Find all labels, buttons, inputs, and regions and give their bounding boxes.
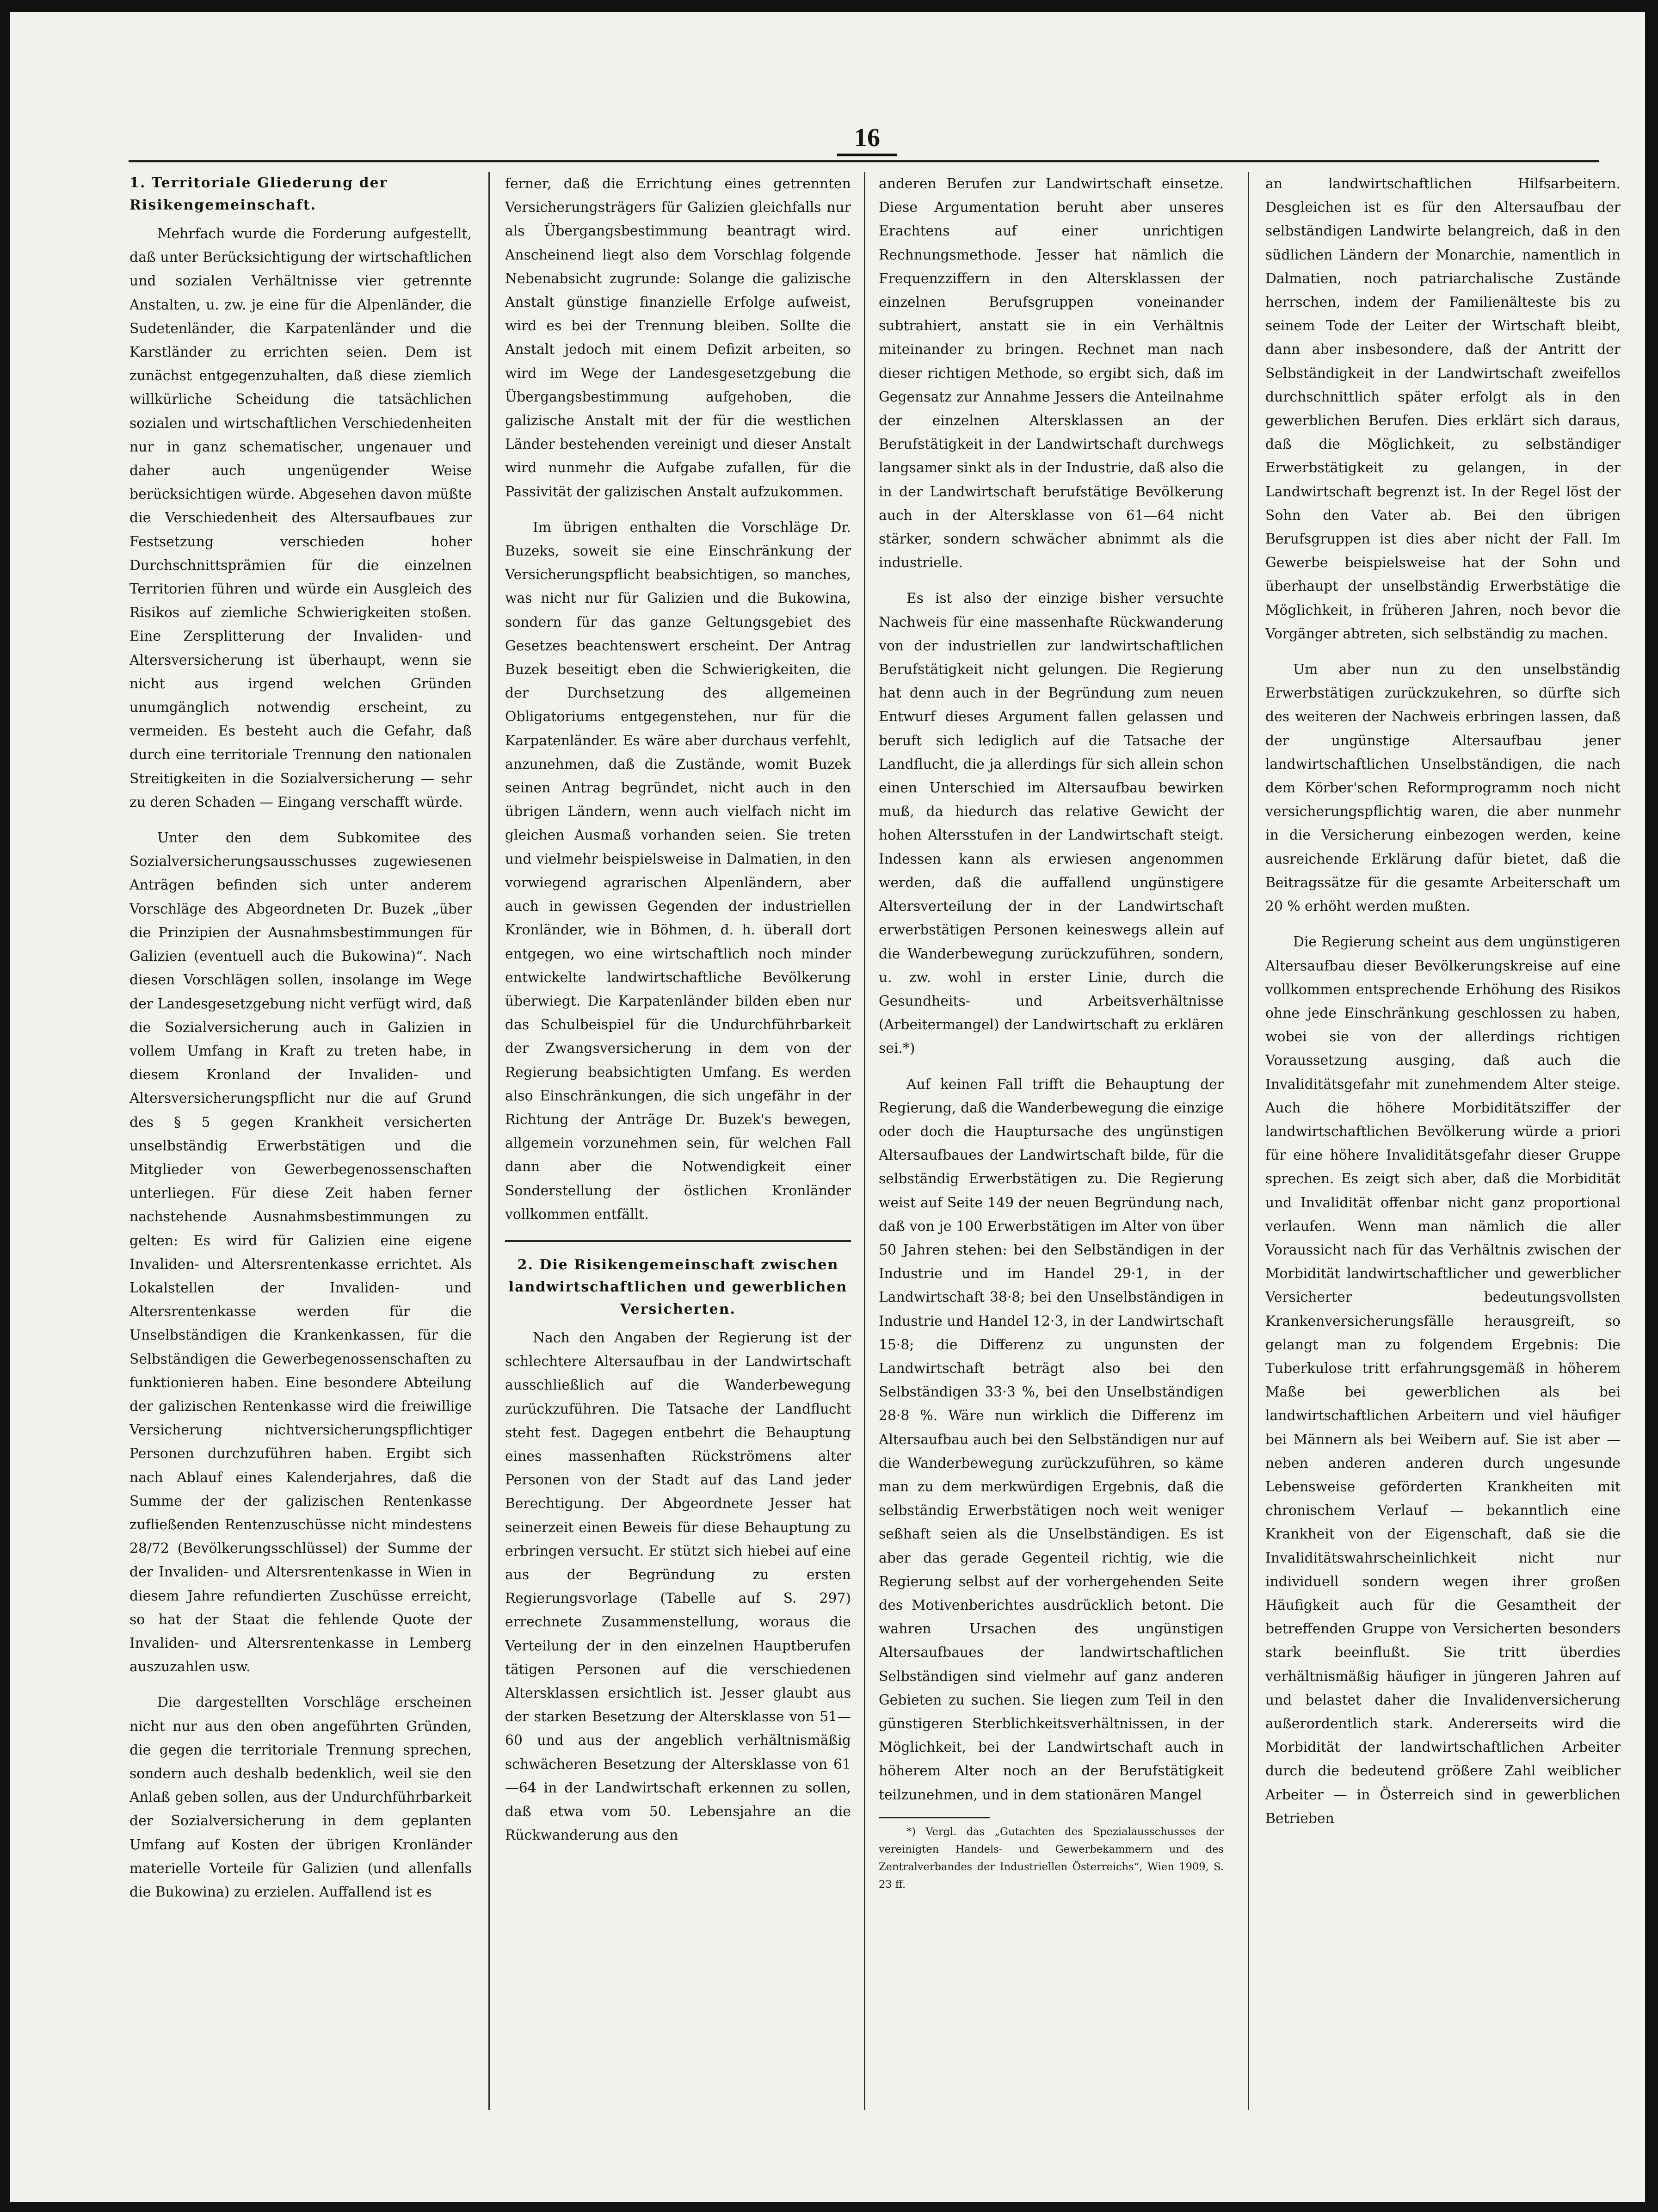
text-column-4 <box>1265 172 1621 2110</box>
scan-border-left <box>0 0 10 2212</box>
column-divider <box>1248 172 1249 2110</box>
paragraph: Mehrfach wurde die Forderung aufgestellt, daß unter Berücksichtigung der wirtschaftlichen und sozialen Verhältnisse vier getrennte Anstalten, u. zw. je eine für die Alpenländer, die Sudetenländer, die Karpatenländer und die Karstländer zu errichten seien. Dem ist zunächst entgegenzuhalten, daß diese ziemlich willkürliche Scheidung die tatsächlichen sozialen und wirtschaftlichen Verschiedenheiten nur in ganz schematischer, ungenauer und daher auch ungenügender Weise berücksichtigen würde. Abgesehen davon müßte die Verschiedenheit des Altersaufbaues zur Festsetzung verschieden hoher Durchschnittsprämien für die einzelnen Territorien führen und würde ein Ausgleich des Risikos auf ziemliche Schwierigkeiten stoßen. Eine Zersplitterung der Invaliden- und Altersversicherung ist überhaupt, wenn sie nicht aus irgend welchen Gründen unumgänglich notwendig erscheint, zu vermeiden. Es besteht auch die Gefahr, daß durch eine territoriale Trennung den nationalen Streitigkeiten in die Sozialversicherung — sehr zu deren Schaden — Eingang verschafft würde. <box>129 226 472 810</box>
page-number: 16 <box>837 125 897 156</box>
paragraph: anderen Berufen zur Landwirtschaft einsetze. Diese Argumentation beruht aber unseres Erachtens auf einer unrichtigen Rechnungsmethode. Jesser hat nämlich die Frequenzziffern in den Altersklassen der einzelnen Berufsgruppen voneinander subtrahiert, anstatt sie in ein Verhältnis miteinander zu bringen. Rechnet man nach dieser richtigen Methode, so ergibt sich, daß im Gegensatz zur Annahme Jessers die Anteilnahme der einzelnen Altersklassen an der Berufstätigkeit in der Landwirtschaft durchwegs langsamer sinkt als in der Industrie, daß also die in der Landwirtschaft berufstätige Bevölkerung auch in der Altersklasse von 61—64 nicht stärker, sondern schwächer abnimmt als die industrielle. <box>879 176 1224 571</box>
section-heading: 1. Territoriale Gliederung der Risikengemeinschaft. <box>129 175 388 213</box>
scan-border-top <box>0 0 1658 12</box>
text-column-3 <box>879 172 1224 2110</box>
text-column-1 <box>129 172 472 2110</box>
text-column-2 <box>505 172 851 2110</box>
scan-border-bottom <box>0 2202 1658 2212</box>
footnote-rule <box>879 1817 990 1818</box>
paragraph: Unter den dem Subkomitee des Sozialversicherungsausschusses zugewiesenen Anträgen befinden sich unter anderem Vorschläge des Abgeordneten Dr. Buzek „über die Prinzipien der Ausnahmsbestimmungen für Galizien (eventuell auch die Bukowina)“. Nach diesen Vorschlägen sollen, insolange im Wege der Landesgesetzgebung nicht verfügt wird, daß die Sozialversicherung auch in Galizien in vollem Umfang in Kraft zu treten habe, in diesem Kronland der Invaliden- und Altersversicherungspflicht nur die auf Grund des § 5 gegen Krankheit versicherten unselbständig Erwerbstätigen und die Mitglieder von Gewerbegenossenschaften unterliegen. Für diese Zeit haben ferner nachstehende Ausnahmsbestimmungen zu gelten: Es wird für Galizien eine eigene Invaliden- und Altersrentenkasse errichtet. Als Lokalstellen der Invaliden- und Altersrentenkasse werden für die Unselbständigen die Krankenkassen, für die Selbständigen die Gewerbegenossenschaften zu funktionieren haben. Eine besondere Abteilung der galizischen Rentenkasse wird die freiwillige Versicherung nichtversicherungspflichtiger Personen durchzuführen haben. Ergibt sich nach Ablauf eines Kalenderjahres, daß die Summe der der galizischen Rentenkasse zufließenden Rentenzuschüsse nicht mindestens 28/72 (Bevölkerungsschlüssel) der Summe der der Invaliden- und Altersrentenkasse in Wien in diesem Jahre refundierten Zuschüsse erreicht, so hat der Staat die fehlende Quote der Invaliden- und Altersrentenkasse in Lemberg auszuzahlen usw. <box>129 830 472 1675</box>
section-separator <box>505 1240 851 1242</box>
paragraph: ferner, daß die Errichtung eines getrennten Versicherungsträgers für Galizien gleichfalls nur als Übergangsbestimmung beantragt wird. Anscheinend liegt also dem Vorschlag folgende Nebenabsicht zugrunde: Solange die galizische Anstalt günstige finanzielle Erfolge aufweist, wird es bei der Trennung bleiben. Sollte die Anstalt jedoch mit einem Defizit arbeiten, so wird im Wege der Landesgesetzgebung die Übergangsbestimmung aufgehoben, die galizische Anstalt mit der für die westlichen Länder bestehenden vereinigt und dieser Anstalt wird nunmehr die Aufgabe zufallen, für die Passivität der galizischen Anstalt aufzukommen. <box>505 176 851 500</box>
paragraph: Nach den Angaben der Regierung ist der schlechtere Altersaufbau in der Landwirtschaft ausschließlich auf die Wanderbewegung zurückzuführen. Die Tatsache der Landflucht steht fest. Dagegen entbehrt die Behauptung eines massenhaften Rückströmens alter Personen von der Stadt auf das Land jeder Berechtigung. Der Abgeordnete Jesser hat seinerzeit einen Beweis für diese Behauptung zu erbringen versucht. Er stützt sich hiebei auf eine aus der Begründung zu ersten Regierungsvorlage (Tabelle auf S. 297) errechnete Zusammenstellung, woraus die Verteilung der in den einzelnen Hauptberufen tätigen Personen auf die verschiedenen Altersklassen ersichtlich ist. Jesser glaubt aus der starken Besetzung der Altersklasse von 51—60 und aus der angeblich verhältnismäßig schwächeren Besetzung der Altersklasse von 61—64 in der Landwirtschaft erkennen zu sollen, daß etwa vom 50. Lebensjahre an die Rückwanderung aus den <box>505 1329 851 1844</box>
header-rule <box>129 160 1599 162</box>
paragraph: Auf keinen Fall trifft die Behauptung der Regierung, daß die Wanderbewegung die einzige oder doch die Hauptursache des ungünstigen Altersaufbaues der Landwirtschaft bilde, für die selbständig Erwerbstätigen zu. Die Regierung weist auf Seite 149 der neuen Begründung nach, daß von je 100 Erwerbstätigen im Alter von über 50 Jahren stehen: bei den Selbständigen in der Industrie und im Handel 29·1, in der Landwirtschaft 38·8; bei den Unselbständigen in Industrie und Handel 12·3, in der Landwirtschaft 15·8; die Differenz zu ungunsten der Landwirtschaft beträgt also bei den Selbständigen 33·3 %, bei den Unselbständigen 28·8 %. Wäre nun wirklich die Differenz im Altersaufbau auch bei den Selbständigen nur auf die Wanderbewegung zurückzuführen, so käme man zu dem merkwürdigen Ergebnis, daß die selbständig Erwerbstätigen noch weit weniger seßhaft seien als die Unselbständigen. Es ist aber das gerade Gegenteil richtig, wie die Regierung selbst auf der vorhergehenden Seite des Motivenberichtes ausdrücklich betont. Die wahren Ursachen des ungünstigen Altersaufbaues der landwirtschaftlichen Selbständigen sind vielmehr auf ganz anderen Gebieten zu suchen. Sie liegen zum Teil in den günstigeren Sterblichkeitsverhältnissen, in der Möglichkeit, bei der Landwirtschaft auch in höherem Alter noch an der Berufstätigkeit teilzunehmen, und in dem stationären Mangel <box>879 1076 1224 1803</box>
paragraph: Die dargestellten Vorschläge erscheinen nicht nur aus den oben angeführten Gründen, die gegen die territoriale Trennung sprechen, sondern auch deshalb bedenklich, weil sie den Anlaß geben sollen, aus der Undurchführbarkeit der Sozialversicherung in dem geplanten Umfang auf Kosten der übrigen Kronländer materielle Vorteile für Galizien (und allenfalls die Bukowina) zu erzielen. Auffallend ist es <box>129 1694 472 1901</box>
paragraph: Es ist also der einzige bisher versuchte Nachweis für eine massenhafte Rückwanderung von der industriellen zur landwirtschaftlichen Berufstätigkeit nicht gelungen. Die Regierung hat denn auch in der Begründung zum neuen Entwurf dieses Argument fallen gelassen und beruft sich lediglich auf die Tatsache der Landflucht, die ja allerdings für sich allein schon einen Unterschied im Altersaufbau bewirken muß, da hiedurch das relative Gewicht der hohen Altersstufen in der Landwirtschaft steigt. Indessen kann als erwiesen angenommen werden, daß die auffallend ungünstigere Altersverteilung der in der Landwirtschaft erwerbstätigen Personen keineswegs allein auf die Wanderbewegung zurückzuführen, sondern, u. zw. wohl in erster Linie, durch die Gesundheits- und Arbeitsverhältnisse (Arbeitermangel) der Landwirtschaft zu erklären sei.*) <box>879 590 1224 1057</box>
paragraph: Im übrigen enthalten die Vorschläge Dr. Buzeks, soweit sie eine Einschränkung der Versicherungspflicht beabsichtigen, so manches, was nicht nur für Galizien und die Bukowina, sondern für das ganze Geltungsgebiet des Gesetzes beachtenswert erscheint. Der Antrag Buzek beseitigt eben die Schwierigkeiten, die der Durchsetzung des allgemeinen Obligatoriums entgegenstehen, nur für die Karpatenländer. Es wäre aber durchaus verfehlt, anzunehmen, daß die Zustände, womit Buzek seinen Antrag begründet, nicht auch in den übrigen Ländern, wenn auch vielfach nicht im gleichen Ausmaß vorhanden seien. Sie treten und vielmehr beispielsweise in Dalmatien, in den vorwiegend agrarischen Alpenländern, aber auch in gewissen Gegenden der industriellen Kronländer, wie in Böhmen, d. h. überall dort entgegen, wo eine wirtschaftlich noch minder entwickelte landwirtschaftliche Bevölkerung überwiegt. Die Karpatenländer bilden eben nur das Schulbeispiel für die Undurchführbarkeit der Zwangsversicherung in dem von der Regierung beabsichtigten Umfang. Es werden also Einschränkungen, die sich ungefähr in der Richtung der Anträge Dr. Buzek's bewegen, allgemein vorzunehmen sein, für welchen Fall dann aber die Notwendigkeit einer Sonderstellung der östlichen Kronländer vollkommen entfällt. <box>505 519 851 1223</box>
paragraph: Um aber nun zu den unselbständig Erwerbstätigen zurückzukehren, so dürfte sich des weiteren der Nachweis erbringen lassen, daß der ungünstige Altersaufbau jener landwirtschaftlichen Unselbständigen, die nach dem Körber'schen Reformprogramm noch nicht versicherungspflichtig waren, die aber nunmehr in die Versicherung einbezogen werden, keine ausreichende Erklärung dafür bietet, daß die Beitragssätze für die gesamte Arbeiterschaft um 20 % erhöht werden mußten. <box>1265 661 1621 915</box>
paragraph: Die Regierung scheint aus dem ungünstigeren Altersaufbau dieser Bevölkerungskreise auf eine vollkommen entsprechende Erhöhung des Risikos ohne jede Einschränkung geschlossen zu haben, wobei sie von der allerdings richtigen Voraussetzung ausging, daß auch die Invaliditätsgefahr mit zunehmendem Alter steige. Auch die höhere Morbiditätsziffer der landwirtschaftlichen Bevölkerung würde a priori für eine höhere Invaliditätsgefahr dieser Gruppe sprechen. Es zeigt sich aber, daß die Morbidität und Invalidität offenbar nicht ganz proportional verlaufen. Wenn man nämlich die aller Voraussicht nach für das Verhältnis zwischen der Morbidität landwirtschaftlicher und gewerblicher Versicherter bedeutungsvollsten Krankenversicherungsfälle herausgreift, so gelangt man zu folgendem Ergebnis: Die Tuberkulose tritt erfahrungsgemäß in höherem Maße bei gewerblichen als bei landwirtschaftlichen Arbeitern und viel häufiger bei Männern als bei Weibern auf. Sie ist aber — neben anderen anderen durch ungesunde Lebensweise geförderten Krankheiten mit chronischem Verlauf — bekanntlich eine Krankheit von der Eigenschaft, daß sie die Invaliditätswahrscheinlichkeit nicht nur individuell sondern wegen ihrer großen Häufigkeit auch für die Gesamtheit der betreffenden Gruppe von Versicherten besonders stark beeinflußt. Sie tritt überdies verhältnismäßig häufiger in jüngeren Jahren auf und belastet daher die Invalidenversicherung außerordentlich stark. Andererseits wird die Morbidität der landwirtschaftlichen Arbeiter durch die bedeutend größere Zahl weiblicher Arbeiter — in Österreich sind in gewerblichen Betrieben <box>1265 934 1621 1827</box>
footnote: *) Vergl. das „Gutachten des Spezialausschusses der vereinigten Handels- und Gewerbekammern und des Zentralverbandes der Industriellen Österreichs“, Wien 1909, S. 23 ff. <box>879 1825 1224 1891</box>
paragraph: an landwirtschaftlichen Hilfsarbeitern. Desgleichen ist es für den Altersaufbau der selbständigen Landwirte belangreich, daß in den südlichen Ländern der Monarchie, namentlich in Dalmatien, noch patriarchalische Zustände herrschen, indem der Familienälteste bis zu seinem Tode der Leiter der Wirtschaft bleibt, dann aber insbesondere, daß der Antritt der Selbständigkeit in der Landwirtschaft zweifellos durchschnittlich später erfolgt als in den gewerblichen Berufen. Dies erklärt sich daraus, daß die Möglichkeit, zu selbständiger Erwerbstätigkeit zu gelangen, in der Landwirtschaft begrenzt ist. In der Regel löst der Sohn den Vater ab. Bei den übrigen Berufsgruppen ist dies aber nicht der Fall. Im Gewerbe beispielsweise hat der Sohn und überhaupt der unselbständig Erwerbstätige die Möglichkeit, in früheren Jahren, noch bevor die Vorgänger abtreten, sich selbständig zu machen. <box>1265 176 1621 642</box>
column-divider <box>864 172 865 2110</box>
scan-border-right <box>1645 0 1658 2212</box>
section-heading: 2. Die Risikengemeinschaft zwischen landwirtschaftlichen und gewerblichen Versicherten. <box>508 1256 848 1317</box>
column-divider <box>488 172 490 2110</box>
